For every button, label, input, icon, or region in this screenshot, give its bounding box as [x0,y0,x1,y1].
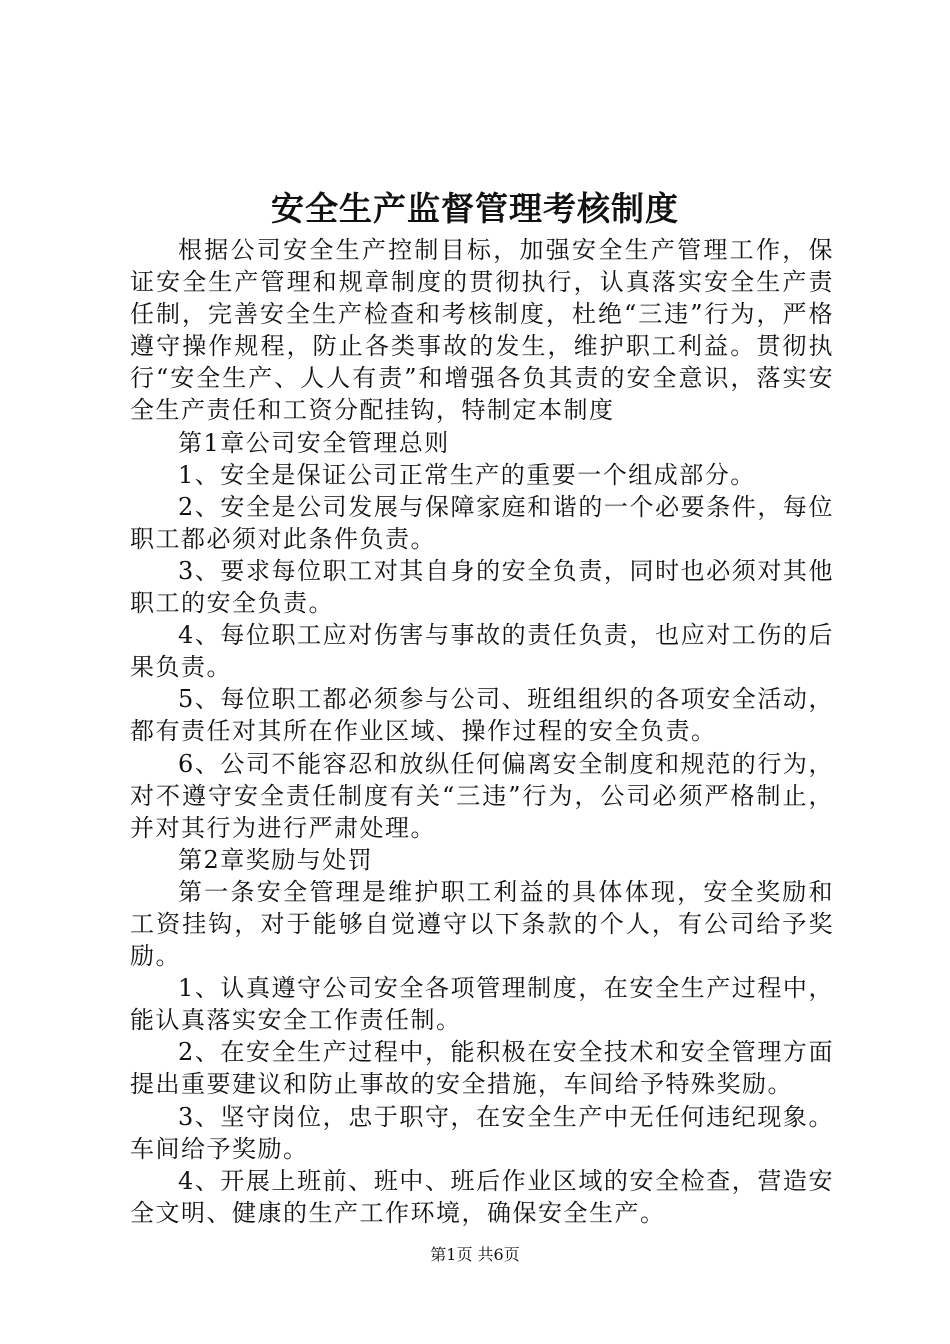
chapter-2-article-1: 第一条安全管理是维护职工利益的具体体现，安全奖励和工资挂钩，对于能够自觉遵守以下条款的个人，有公司给予奖励。 [130,877,834,971]
chapter-2-item-3: 3、坚守岗位，忠于职守，在安全生产中无任何违纪现象。车间给予奖励。 [130,1102,834,1163]
chapter-1-item-6: 6、公司不能容忍和放纵任何偏离安全制度和规范的行为，对不遵守安全责任制度有关“三违”行为，公司必须严格制止，并对其行为进行严肃处理。 [130,749,834,842]
intro-paragraph: 根据公司安全生产控制目标，加强安全生产管理工作，保证安全生产管理和规章制度的贯彻执行，认真落实安全生产责任制，完善安全生产检查和考核制度，杜绝“三违”行为，严格遵守操作规程，防止各类事故的发生，维护职工利益。贯彻执行“安全生产、人人有责”和增强各负其责的安全意识，落实安全生产责任和工资分配挂钩，特制定本制度 [130,236,834,425]
chapter-1-item-3: 3、要求每位职工对其自身的安全负责，同时也必须对其他职工的安全负责。 [130,556,834,618]
chapter-2-item-2: 2、在安全生产过程中，能积极在安全技术和安全管理方面提出重要建议和防止事故的安全措施，车间给予特殊奖励。 [130,1038,834,1099]
chapter-1-item-2: 2、安全是公司发展与保障家庭和谐的一个必要条件，每位职工都必须对此条件负责。 [130,492,834,553]
chapter-2-item-1: 1、认真遵守公司安全各项管理制度，在安全生产过程中，能认真落实安全工作责任制。 [130,974,834,1035]
chapter-1-item-1: 1、安全是保证公司正常生产的重要一个组成部分。 [178,460,756,489]
document-title: 安全生产监督管理考核制度 [271,189,679,228]
chapter-2-item-4: 4、开展上班前、班中、班后作业区域的安全检查，营造安全文明、健康的生产工作环境，确保安全生产。 [130,1166,834,1227]
document-body [130,234,834,1229]
chapter-1-item-4: 4、每位职工应对伤害与事故的责任负责，也应对工伤的后果负责。 [130,621,834,682]
chapter-1-heading: 第1章公司安全管理总则 [178,428,450,457]
chapter-2-heading: 第2章奖励与处罚 [178,845,374,874]
chapter-1-item-5: 5、每位职工都必须参与公司、班组组织的各项安全活动，都有责任对其所在作业区域、操作过程的安全负责。 [130,685,834,746]
page-number-footer: 第1页 共6页 [430,1245,520,1264]
